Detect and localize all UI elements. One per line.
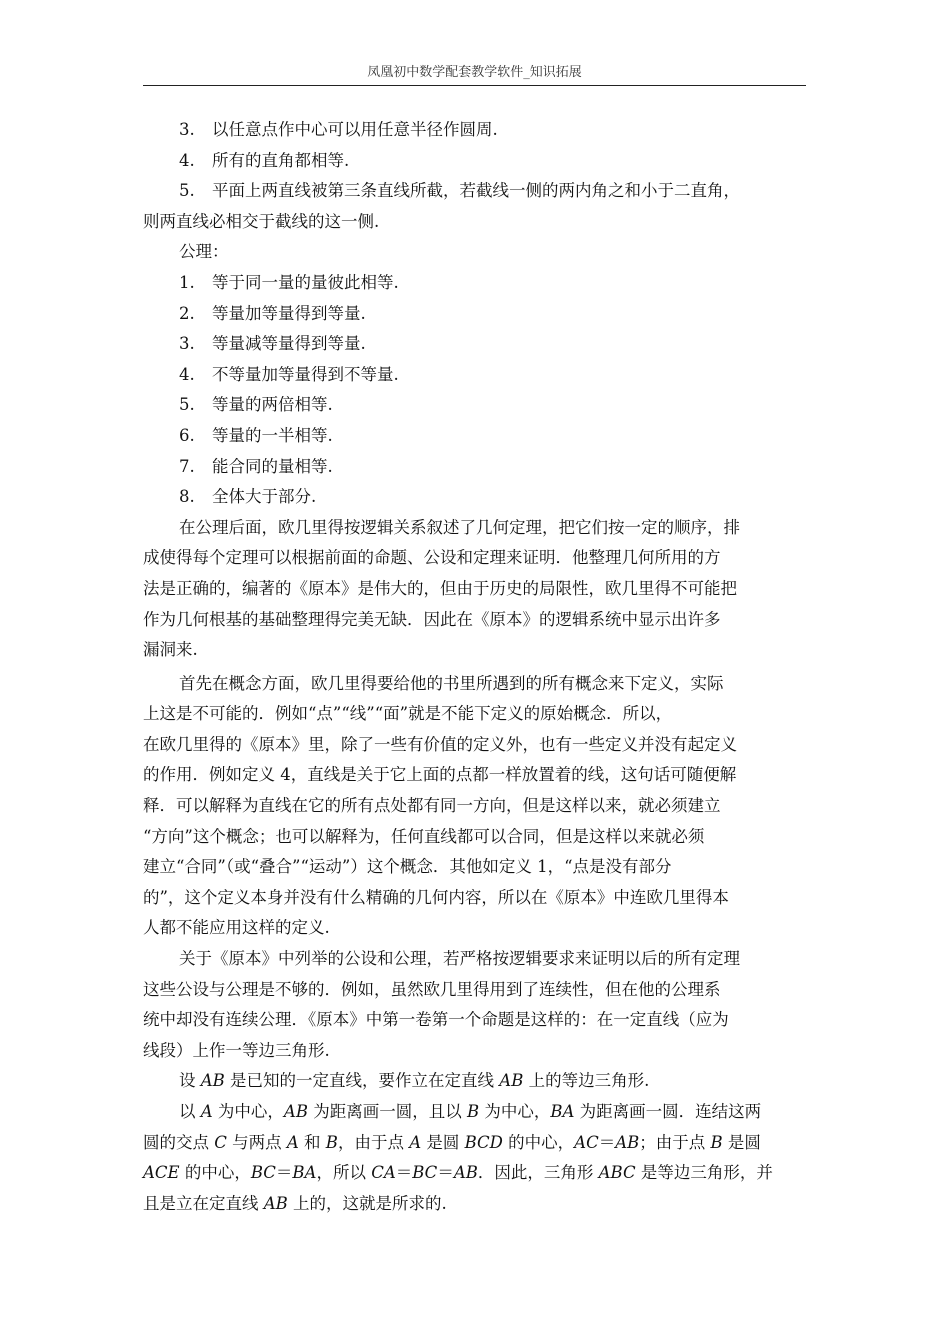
postulate-number: 5.	[179, 181, 195, 201]
math-var: AC	[574, 1132, 599, 1152]
text-run: 的中心，	[179, 1163, 251, 1183]
math-var: ACE	[143, 1163, 180, 1183]
paragraph-line	[143, 1128, 806, 1159]
text-run: ．因此，三角形	[477, 1163, 599, 1183]
paragraph-line: 的”，这个定义本身并没有什么精确的几何内容，所以在《原本》中连欧几里得本	[143, 887, 729, 907]
text-run: 上的，这就是所求的.	[287, 1193, 447, 1213]
text-run: 是等边三角形，并	[635, 1163, 773, 1183]
postulate-item	[143, 115, 806, 146]
math-var: A	[286, 1132, 299, 1152]
page-header: 凤凰初中数学配套教学软件_知识拓展	[367, 65, 582, 80]
math-var: B	[325, 1132, 338, 1152]
paragraph-line: 上这是不可能的．例如“点”“线”“面”就是不能下定义的原始概念．所以，	[143, 704, 673, 724]
axiom-item	[143, 390, 806, 421]
paragraph-line: “方向”这个概念；也可以解释为，任何直线都可以合同，但是这样以来就必须	[143, 826, 705, 846]
paragraph-line: 关于《原本》中列举的公设和公理，若严格按逻辑要求来证明以后的所有定理	[179, 949, 740, 969]
text-run: ＝	[598, 1132, 616, 1152]
paragraph-line: 的作用．例如定义 4，直线是关于它上面的点都一样放置着的线，这句话可随便解	[143, 765, 737, 785]
axiom-text: 不等量加等量得到不等量.	[212, 364, 399, 384]
postulate-item	[143, 176, 806, 207]
math-var: AB	[453, 1163, 478, 1183]
axiom-number: 1.	[179, 272, 195, 292]
paragraph-line: 在公理后面，欧几里得按逻辑关系叙述了几何定理，把它们按一定的顺序，排	[179, 517, 740, 537]
axiom-item	[143, 329, 806, 360]
paragraph-line: 成使得每个定理可以根据前面的命题、公设和定理来证明．他整理几何所用的方	[143, 548, 721, 568]
axioms-label: 公理：	[179, 242, 229, 262]
text-run: ；由于点	[639, 1132, 711, 1152]
text-run: 且是立在定直线	[143, 1193, 264, 1213]
axiom-item	[143, 268, 806, 299]
math-var: AB	[615, 1132, 640, 1152]
math-var: AB	[200, 1071, 225, 1091]
paragraph-line: 法是正确的，编著的《原本》是伟大的，但由于历史的局限性，欧几里得不可能把	[143, 578, 737, 598]
axiom-text: 等量的两倍相等.	[212, 395, 333, 415]
postulate-item	[143, 146, 806, 177]
axiom-item	[143, 421, 806, 452]
paragraph-line: 这些公设与公理是不够的．例如，虽然欧几里得用到了连续性，但在他的公理系	[143, 979, 721, 999]
axiom-number: 6.	[179, 425, 195, 445]
postulate-continuation: 则两直线必相交于截线的这一侧.	[143, 211, 380, 231]
paragraph-line: 首先在概念方面，欧几里得要给他的书里所遇到的所有概念来下定义，实际	[179, 673, 724, 693]
text-run: 与两点	[226, 1132, 287, 1152]
math-var: BC	[412, 1163, 438, 1183]
axiom-item	[143, 482, 806, 513]
math-var: BCD	[464, 1132, 503, 1152]
text-run: 为中心，	[479, 1102, 551, 1121]
text-run: 是已知的一定直线，要作立在定直线	[224, 1071, 500, 1091]
axiom-number: 7.	[179, 456, 195, 476]
paragraph-line	[143, 1189, 806, 1220]
math-var: CA	[371, 1163, 396, 1183]
axiom-item	[143, 452, 806, 483]
axiom-number: 4.	[179, 364, 195, 384]
math-var: A	[409, 1132, 422, 1152]
axiom-number: 3.	[179, 334, 195, 354]
text-run: 是圆	[722, 1132, 761, 1152]
text-run: 为距离画一圆．连结这两	[574, 1102, 762, 1121]
paragraph-line: 人都不能应用这样的定义.	[143, 918, 330, 938]
axiom-text: 等量减等量得到等量.	[212, 334, 366, 354]
paragraph-line: 统中却没有连续公理．《原本》中第一卷第一个命题是这样的：在一定直线（应为	[143, 1010, 729, 1030]
math-var: BA	[550, 1102, 575, 1121]
text-run: 以	[179, 1102, 201, 1121]
paragraph-line	[143, 1097, 806, 1128]
text-run: 为中心，	[212, 1102, 284, 1121]
math-var: AB	[263, 1193, 288, 1213]
text-run: 圆的交点	[143, 1132, 215, 1152]
paragraph-line: 建立“合同”（或“叠合”“运动”）这个概念．其他如定义 1，“点是没有部分	[143, 857, 672, 877]
text-run: ＝	[395, 1163, 413, 1183]
math-var: AB	[283, 1102, 308, 1121]
axiom-text: 等于同一量的量彼此相等.	[212, 272, 399, 292]
text-run: ＝	[275, 1163, 293, 1183]
paragraph-line	[143, 1066, 806, 1097]
math-var: BC	[250, 1163, 276, 1183]
paragraph-line: 漏洞来.	[143, 640, 198, 660]
axiom-number: 8.	[179, 487, 195, 507]
paragraph-line: 作为几何根基的基础整理得完美无缺．因此在《原本》的逻辑系统中显示出许多	[143, 609, 721, 629]
axiom-text: 等量的一半相等.	[212, 425, 333, 445]
axiom-item	[143, 299, 806, 330]
text-run: 为距离画一圆，且以	[307, 1102, 467, 1121]
paragraph-line	[143, 1158, 806, 1189]
math-var: AB	[499, 1071, 524, 1091]
postulate-number: 3.	[179, 120, 195, 139]
text-run: 是圆	[421, 1132, 465, 1152]
text-run: ＝	[437, 1163, 454, 1183]
math-var: B	[710, 1132, 723, 1152]
paragraph-line: 在欧几里得的《原本》里，除了一些有价值的定义外，也有一些定义并没有起定义	[143, 734, 737, 754]
postulate-text: 平面上两直线被第三条直线所截，若截线一侧的两内角之和小于二直角，	[212, 181, 740, 201]
header-rule	[143, 85, 806, 86]
axiom-number: 2.	[179, 303, 195, 323]
paragraph-line: 释．可以解释为直线在它的所有点处都有同一方向，但是这样以来，就必须建立	[143, 796, 721, 816]
math-var: B	[466, 1102, 480, 1121]
math-var: C	[214, 1132, 227, 1152]
axiom-text: 能合同的量相等.	[212, 456, 333, 476]
text-run: ，所以	[316, 1163, 372, 1183]
axiom-text: 等量加等量得到等量.	[212, 303, 366, 323]
axiom-item	[143, 360, 806, 391]
text-run: 设	[179, 1071, 201, 1091]
math-var: ABC	[598, 1163, 636, 1183]
axiom-number: 5.	[179, 395, 195, 415]
text-run: ，由于点	[337, 1132, 410, 1152]
text-run: 的中心，	[502, 1132, 575, 1152]
postulate-text: 所有的直角都相等.	[212, 150, 350, 170]
math-var: A	[200, 1102, 213, 1121]
axiom-text: 全体大于部分.	[212, 487, 317, 507]
paragraph-line: 线段）上作一等边三角形.	[143, 1040, 330, 1060]
document-body	[143, 115, 806, 1219]
postulate-number: 4.	[179, 150, 195, 170]
math-var: BA	[292, 1163, 317, 1183]
postulate-text: 以任意点作中心可以用任意半径作圆周.	[212, 120, 498, 139]
text-run: 和	[298, 1132, 326, 1152]
text-run: 上的等边三角形.	[523, 1071, 650, 1091]
